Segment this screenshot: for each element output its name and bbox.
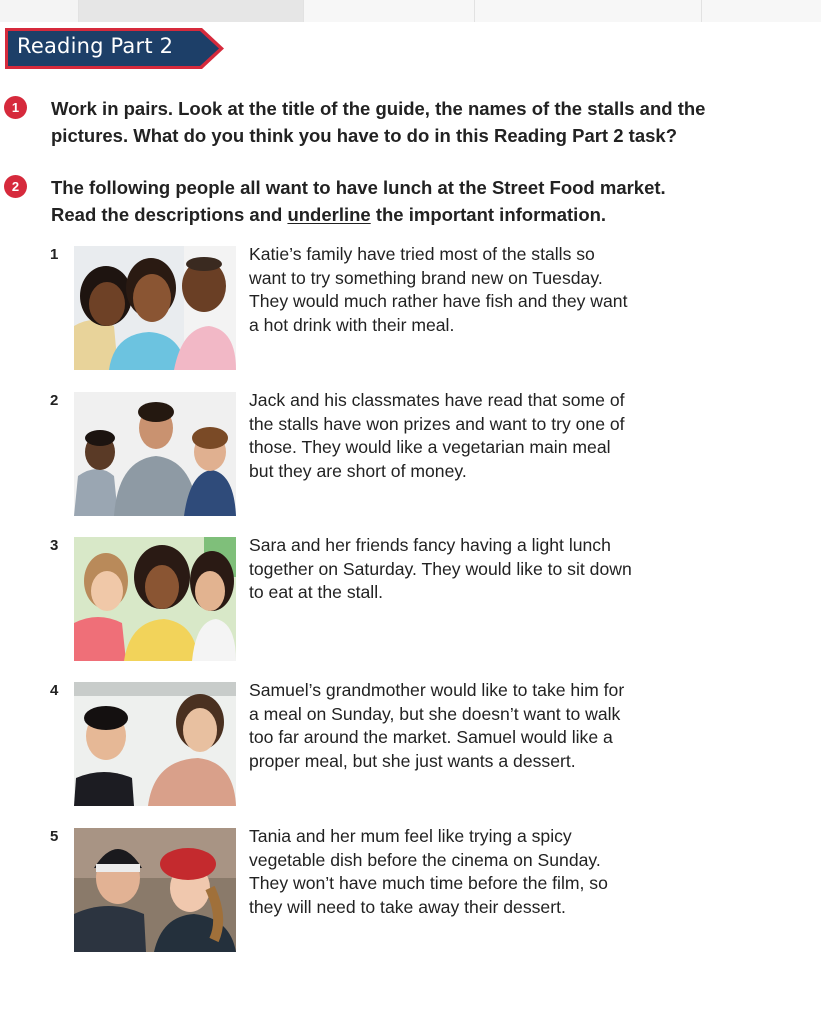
description-line: They won’t have much time before the film, so [249,873,608,893]
description-line: Samuel’s grandmother would like to take him for [249,680,625,700]
description-line: they will need to take away their dessert. [249,896,566,917]
underline-word: underline [287,204,371,225]
description-line: Sara and her friends fancy having a light lunch [249,535,611,555]
exercise-number-badge: 2 [4,175,27,198]
instruction-line: pictures. What do you think you have to do in this Reading Part 2 task? [51,125,677,146]
instruction-line: The following people all want to have lunch at the Street Food market. [51,177,666,198]
classmates-photo [74,392,236,516]
description-line: vegetable dish before the cinema on Sunday. [249,849,601,870]
person-description [249,825,699,919]
instruction-text: Read the descriptions and [51,204,288,225]
person-item-1 [50,246,770,374]
item-number: 2 [50,392,59,409]
description-line: together on Saturday. They would like to sit down [249,558,632,579]
person-item-3 [50,537,770,665]
description-line: Jack and his classmates have read that some of [249,390,625,410]
person-description [249,389,699,483]
person-item-4 [50,682,770,810]
instruction-line: Work in pairs. Look at the title of the guide, the names of the stalls and the [51,98,706,119]
tania-photo [74,828,236,952]
friends-photo [74,537,236,661]
description-line: a meal on Sunday, but she doesn’t want to walk [249,703,621,724]
tab-3[interactable] [304,0,475,22]
grandmother-photo [74,682,236,806]
item-number: 1 [50,246,59,263]
person-description [249,679,699,773]
item-number: 5 [50,828,59,845]
section-banner [4,27,226,70]
exercise-instruction [51,95,791,149]
item-number: 3 [50,537,59,554]
tab-strip [0,0,821,22]
description-line: to eat at the stall. [249,582,383,602]
description-line: Tania and her mum feel like trying a spicy [249,826,572,846]
person-item-2 [50,392,770,520]
description-line: the stalls have won prizes and want to try one of [249,413,625,434]
description-line: a hot drink with their meal. [249,314,455,335]
tab-2[interactable] [79,0,304,22]
tab-4[interactable] [475,0,702,22]
exercise-instruction [51,174,791,228]
tab-5[interactable] [702,0,821,22]
instruction-line [51,201,791,228]
exercise-number-badge: 1 [4,96,27,119]
item-number: 4 [50,682,59,699]
description-line: those. They would like a vegetarian main meal [249,437,611,457]
description-line: proper meal, but she just wants a dessert. [249,750,576,771]
instruction-text: the important information. [370,204,607,225]
description-line: too far around the market. Samuel would like a [249,727,613,747]
person-description [249,243,699,337]
description-line: want to try something brand new on Tuesday. [249,267,603,288]
tab-1[interactable] [0,0,79,22]
family-photo [74,246,236,370]
person-description [249,534,699,605]
section-title: Reading Part 2 [17,34,174,58]
description-line: Katie’s family have tried most of the stalls so [249,244,595,264]
person-item-5 [50,828,770,956]
description-line: They would much rather have fish and they want [249,291,628,311]
description-line: but they are short of money. [249,460,467,481]
